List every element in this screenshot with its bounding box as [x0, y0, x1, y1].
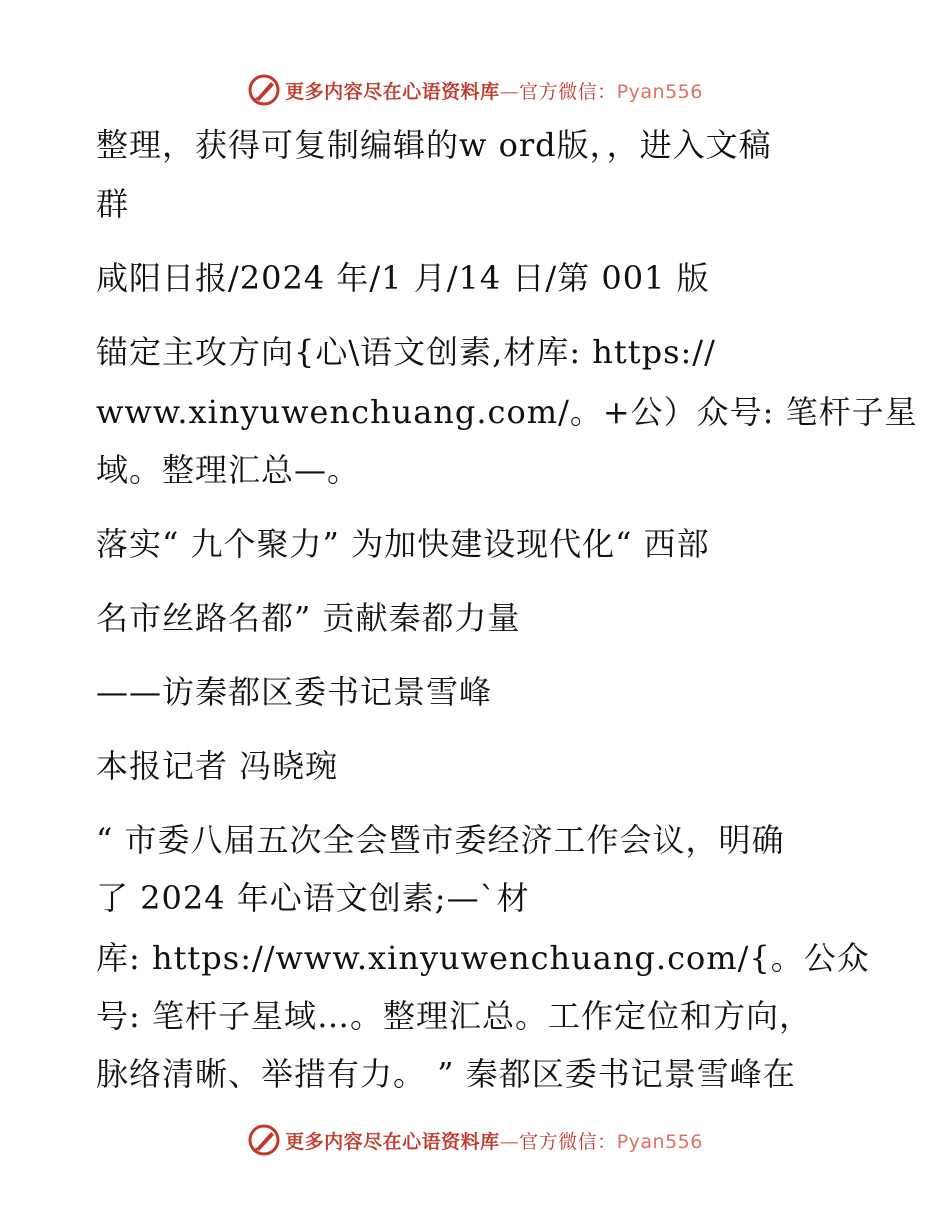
doc-line-11: “ 市委八届五次全会暨市委经济工作会议，明确	[96, 821, 785, 859]
watermark-main: 更多内容尽在心语资料库	[285, 80, 500, 103]
watermark-id: Pyan556	[616, 1130, 703, 1153]
watermark-banner-top	[0, 70, 950, 110]
watermark-text	[285, 77, 703, 104]
watermark-id: Pyan556	[616, 80, 703, 103]
doc-line-9: ——访秦都区委书记景雪峰	[96, 673, 493, 711]
doc-line-10: 本报记者 冯晓琬	[96, 747, 339, 785]
doc-line-13: 库: https://www.xinyuwenchuang.com/{。公众	[96, 939, 870, 977]
doc-line-6: 域。整理汇总—。	[96, 451, 361, 489]
watermark-main: 更多内容尽在心语资料库	[285, 1130, 500, 1153]
doc-line-12: 了 2024 年心语文创素;—`材	[96, 879, 530, 917]
doc-line-14: 号: 笔杆子星域…。整理汇总。工作定位和方向，	[96, 997, 812, 1035]
watermark-sep: —	[499, 1130, 520, 1153]
doc-line-4: 锚定主攻方向{心\语文创素,材库: https://	[96, 333, 716, 371]
doc-line-5: www.xinyuwenchuang.com/。+公）众号: 笔杆子星	[96, 393, 918, 431]
watermark-official: 官方微信：	[519, 80, 617, 103]
quill-logo-icon	[247, 73, 281, 107]
watermark-text	[285, 1127, 703, 1154]
doc-line-7: 落实“ 九个聚力” 为加快建设现代化“ 西部	[96, 525, 710, 563]
doc-line-8: 名市丝路名都” 贡献秦都力量	[96, 599, 521, 637]
doc-line-2: 群	[96, 185, 130, 223]
doc-line-1: 整理，获得可复制编辑的w ord版，，进入文稿	[96, 126, 772, 164]
watermark-sep: —	[499, 80, 520, 103]
watermark-official: 官方微信：	[519, 1130, 617, 1153]
doc-line-15: 脉络清晰、举措有力。 ” 秦都区委书记景雪峰在	[96, 1055, 796, 1093]
quill-logo-icon	[247, 1123, 281, 1157]
watermark-banner-bottom	[0, 1120, 950, 1160]
doc-line-3: 咸阳日报/2024 年/1 月/14 日/第 001 版	[96, 259, 710, 297]
